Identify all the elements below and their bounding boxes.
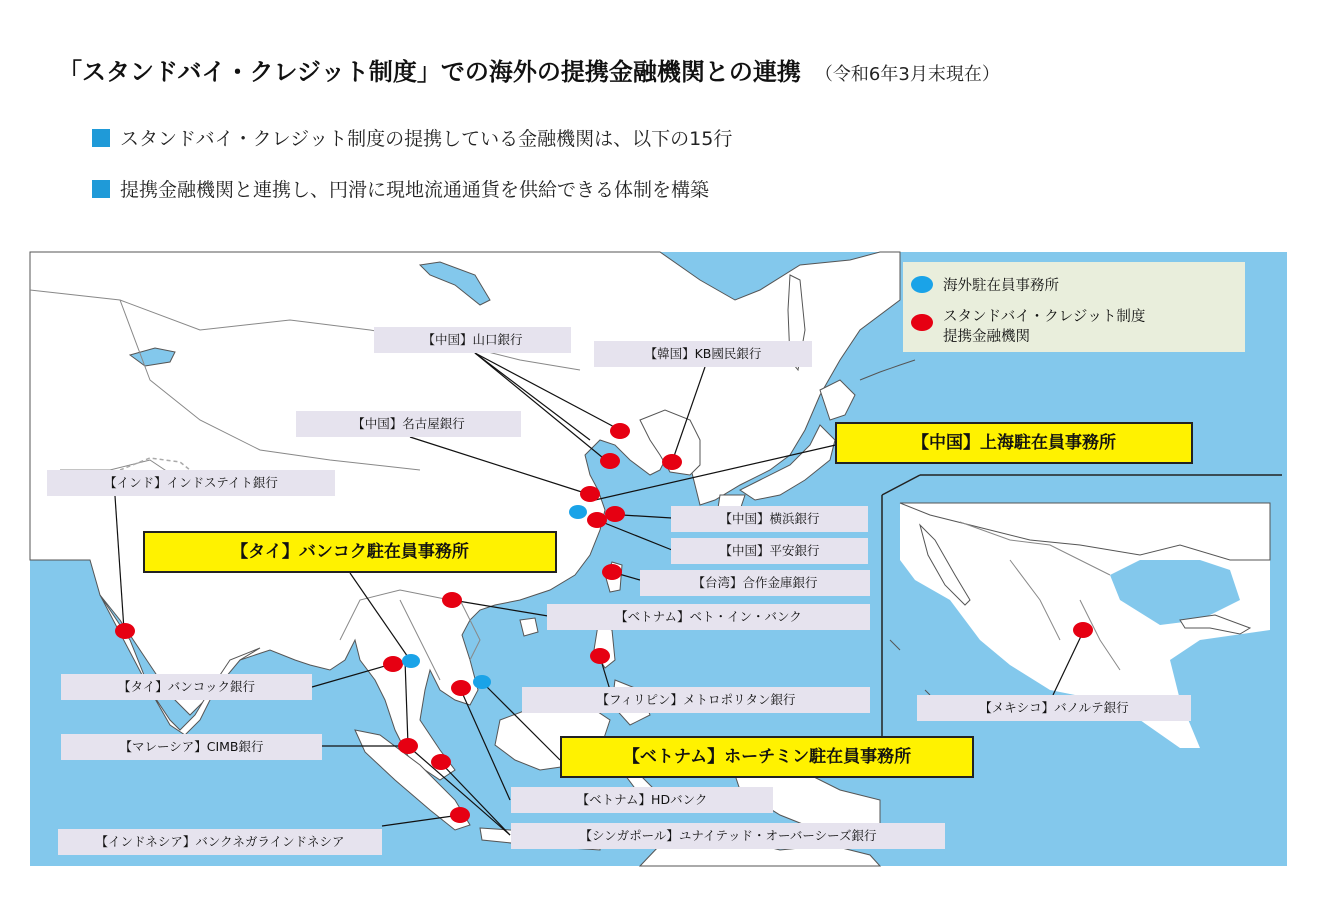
bank-dot xyxy=(398,738,418,754)
bank-label-metrobank: 【フィリピン】メトロポリタン銀行 xyxy=(522,687,870,713)
office-dot xyxy=(473,675,491,689)
bank-label-pingan: 【中国】平安銀行 xyxy=(671,538,868,564)
bank-dot xyxy=(1073,622,1093,638)
bank-label-nagoya: 【中国】名古屋銀行 xyxy=(296,411,521,437)
bank-dot xyxy=(605,506,625,522)
office-label-bangkok: 【タイ】バンコク駐在員事務所 xyxy=(143,531,557,573)
office-dot xyxy=(569,505,587,519)
bank-label-kb: 【韓国】KB國民銀行 xyxy=(594,341,812,367)
bank-dot xyxy=(442,592,462,608)
office-label-hcmc: 【ベトナム】ホーチミン駐在員事務所 xyxy=(560,736,974,778)
bank-dot xyxy=(662,454,682,470)
bank-label-banorte: 【メキシコ】バノルテ銀行 xyxy=(917,695,1191,721)
legend-bank-label-2: 提携金融機関 xyxy=(943,329,1030,345)
bank-label-cimb: 【マレーシア】CIMB銀行 xyxy=(61,734,322,760)
bank-dot xyxy=(451,680,471,696)
bank-label-hdbank: 【ベトナム】HDバンク xyxy=(511,787,773,813)
bank-label-yamaguchi: 【中国】山口銀行 xyxy=(374,327,571,353)
bank-dot xyxy=(383,656,403,672)
office-label-shanghai: 【中国】上海駐在員事務所 xyxy=(835,422,1193,464)
bank-dot xyxy=(450,807,470,823)
map-legend xyxy=(903,262,1245,352)
legend-bank-label-1: スタンドバイ・クレジット制度 xyxy=(943,309,1146,325)
bank-dot xyxy=(431,754,451,770)
bank-dot xyxy=(600,453,620,469)
title-date: （令和6年3月末現在） xyxy=(814,64,1000,85)
bank-dot xyxy=(115,623,135,639)
bank-dot xyxy=(580,486,600,502)
bank-label-sbi-india: 【インド】インドステイト銀行 xyxy=(47,470,335,496)
bank-label-yokohama: 【中国】横浜銀行 xyxy=(671,506,868,532)
legend-office-dot-icon xyxy=(911,276,933,293)
bank-label-bni: 【インドネシア】バンクネガラインドネシア xyxy=(58,829,382,855)
bank-dot xyxy=(590,648,610,664)
bank-label-bangkokbank: 【タイ】バンコック銀行 xyxy=(61,674,312,700)
office-dot xyxy=(402,654,420,668)
bullet-text: 提携金融機関と連携し、円滑に現地流通通貨を供給できる体制を構築 xyxy=(120,179,710,201)
legend-bank-dot-icon xyxy=(911,314,933,331)
bank-dot xyxy=(587,512,607,528)
bank-label-taiwan: 【台湾】合作金庫銀行 xyxy=(640,570,870,596)
bank-label-vietin: 【ベトナム】ベト・イン・バンク xyxy=(547,604,870,630)
bank-label-uob: 【シンガポール】ユナイテッド・オーバーシーズ銀行 xyxy=(511,823,945,849)
bullet-text: スタンドバイ・クレジット制度の提携している金融機関は、以下の15行 xyxy=(120,128,733,150)
bank-dot xyxy=(602,564,622,580)
bank-dot xyxy=(610,423,630,439)
title-text: 「スタンドバイ・クレジット制度」での海外の提携金融機関との連携 xyxy=(58,58,801,86)
legend-office-label: 海外駐在員事務所 xyxy=(943,278,1059,294)
